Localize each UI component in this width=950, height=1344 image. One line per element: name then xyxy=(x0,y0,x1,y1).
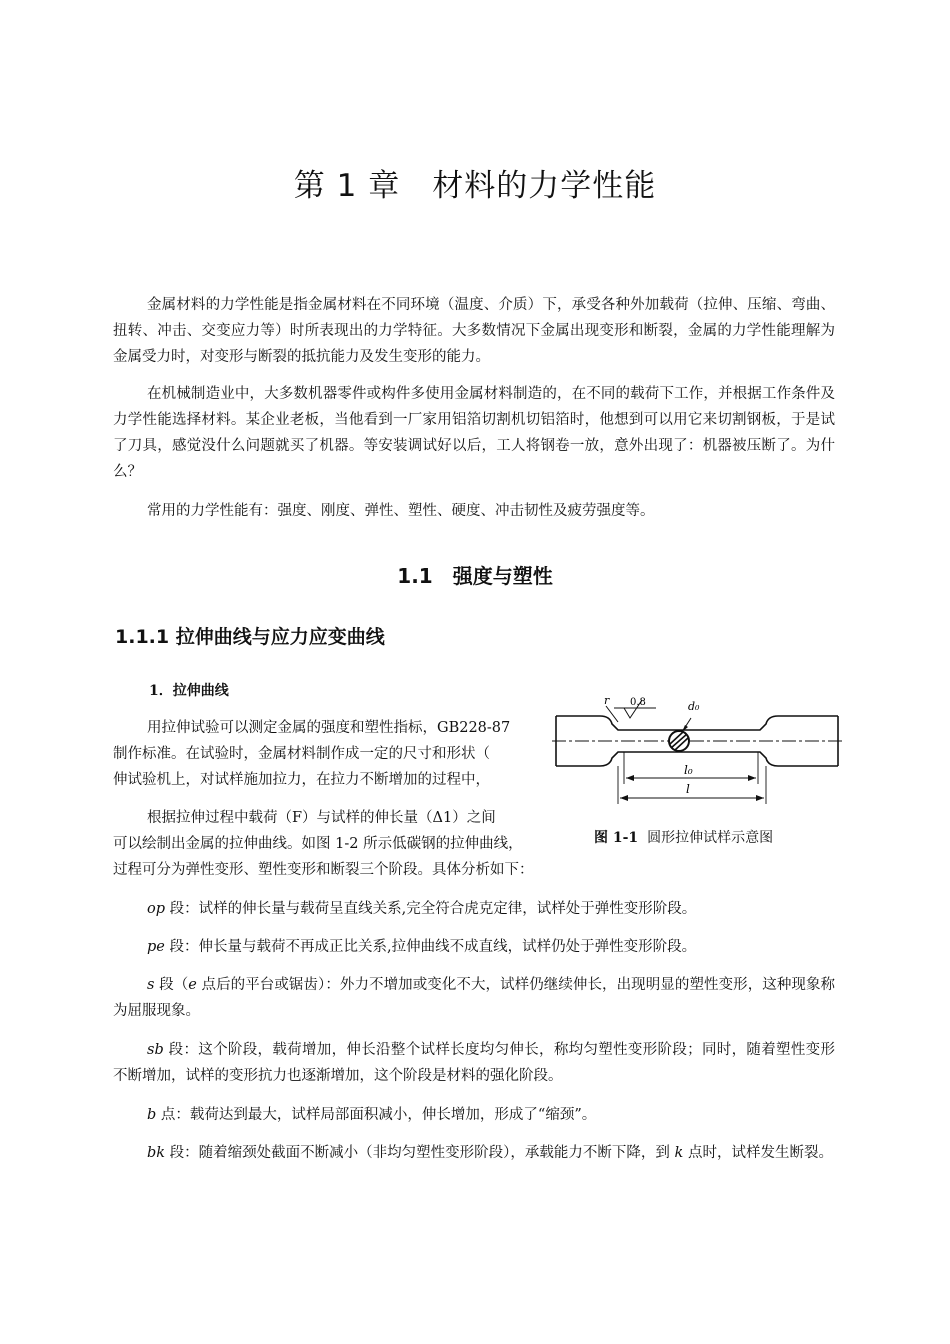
tensile-line-1: 用拉伸试验可以测定金属的强度和塑性指标，GB228-87 xyxy=(147,720,511,736)
stage-op: op 段：试样的伸长量与载荷呈直线关系,完全符合虎克定律，试样处于弹性变形阶段。 xyxy=(147,901,697,917)
specimen-bottom-outline xyxy=(556,752,838,766)
specimen-top-outline xyxy=(556,716,838,730)
intro-paragraph-1: 金属材料的力学性能是指金属材料在不同环境（温度、介质）下，承受各种外加载荷（拉伸、压缩、弯曲、扭转、冲击、交变应力等）时所表现出的力学特征。大多数情况下金属出现变形和断裂，金属的力学性能理解为金属受力时，对变形与断裂的抵抗能力及发生变形的能力。 xyxy=(113,297,835,365)
figure-caption-text: 圆形拉伸试样示意图 xyxy=(647,830,774,846)
subsection-heading: 1.1.1 拉伸曲线与应力应变曲线 xyxy=(115,626,385,648)
l-label: l xyxy=(686,782,690,796)
minor-heading: 1．拉伸曲线 xyxy=(149,683,229,699)
stage-s-key: s xyxy=(147,977,155,993)
stage-pe: pe 段：伸长量与载荷不再成正比关系,拉伸曲线不成直线，试样仍处于弹性变形阶段。 xyxy=(147,939,697,955)
intro-paragraph-2: 在机械制造业中，大多数机器零件或构件多使用金属材料制造的，在不同的载荷下工作，并根据工作条件及力学性能选择材料。某企业老板，当他看到一厂家用铝箔切割机切铝箔时，他想到可以用它来切割钢板，于是试了刀具，感觉没什么问题就买了机器。等安装调试好以后，工人将钢卷一放，意外出现了：机器被压断了。为什么？ xyxy=(113,386,835,480)
tensile-line-3: 伸试验机上，对试样施加拉力，在拉力不断增加的过程中， xyxy=(113,772,490,788)
stage-b-key: b xyxy=(147,1107,157,1123)
figure-caption-label: 图 1-1 xyxy=(594,830,639,846)
stage-b: b 点：载荷达到最大，试样局部面积减小，伸长增加，形成了“缩颈”。 xyxy=(147,1107,597,1123)
stage-op-key: op xyxy=(147,901,166,917)
stage-sb-key: sb xyxy=(147,1042,164,1058)
stage-sb: sb 段：这个阶段，载荷增加，伸长沿整个试样长度均匀伸长，称均匀塑性变形阶段；同时，随着塑性变形不断增加，试样的变形抗力也逐渐增加，这个阶段是材料的强化阶段。 xyxy=(113,1042,835,1084)
figure-caption xyxy=(594,827,773,847)
curve-line-1: 根据拉伸过程中载荷（F）与试样的伸长量（Δ1）之间 xyxy=(147,810,496,826)
stage-bk-key: bk xyxy=(147,1145,166,1161)
stage-bk: bk 段：随着缩颈处截面不断减小（非均匀塑性变形阶段），承载能力不断下降，到 k 点时，试样发生断裂。 xyxy=(147,1145,833,1161)
curve-line-3: 过程可分为弹性变形、塑性变形和断裂三个阶段。具体分析如下： xyxy=(113,862,534,878)
section-heading: 1.1 强度与塑性 xyxy=(397,564,553,588)
roughness-label: 0.8 xyxy=(630,697,646,708)
d0-label: d₀ xyxy=(688,700,700,713)
intro-paragraph-3: 常用的力学性能有：强度、刚度、弹性、塑性、硬度、冲击韧性及疲劳强度等。 xyxy=(147,503,655,519)
chapter-title: 第 1 章 材料的力学性能 xyxy=(293,168,657,204)
stage-s: s 段（e 点后的平台或锯齿）：外力不增加或变化不大，试样仍继续伸长，出现明显的塑性变形，这种现象称为屈服现象。 xyxy=(113,977,836,1019)
r-label: r xyxy=(604,694,610,707)
stage-pe-key: pe xyxy=(147,939,165,955)
tensile-line-2: 制作标准。在试验时，金属材料制作成一定的尺寸和形状（ xyxy=(113,746,490,762)
curve-line-2: 可以绘制出金属的拉伸曲线。如图 1-2 所示低碳钢的拉伸曲线， xyxy=(113,836,523,852)
l0-label: l₀ xyxy=(684,763,693,777)
